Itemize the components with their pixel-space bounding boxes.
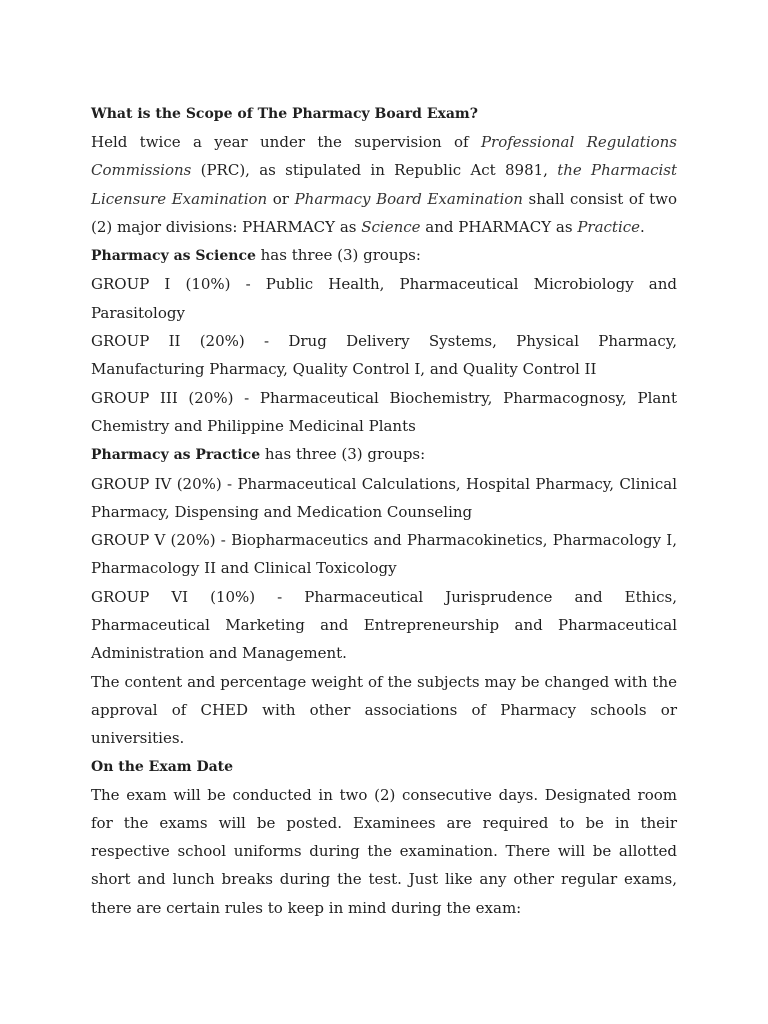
practice-label: Pharmacy as Practice <box>91 447 261 464</box>
intro-emphasis-prc: Professional Regulations Commissions <box>91 133 678 180</box>
intro-emphasis-board-exam: Pharmacy Board Examination <box>294 189 523 208</box>
document-body <box>91 100 677 922</box>
page-title: What is the Scope of The Pharmacy Board Exam? <box>91 106 478 122</box>
intro-emphasis-practice: Practice <box>577 217 641 236</box>
intro-text-6: . <box>640 217 645 236</box>
science-groups-lead <box>91 241 677 270</box>
group-item: GROUP I (10%) - Public Health, Pharmaceutical Microbiology and Parasitology <box>91 275 677 322</box>
group-item: GROUP V (20%) - Biopharmaceutics and Pharmacokinetics, Pharmacology I, Pharmacology II and Clinical Toxicology <box>91 531 677 578</box>
science-label: Pharmacy as Science <box>91 248 256 265</box>
group-item: GROUP II (20%) - Drug Delivery Systems, Physical Pharmacy, Manufacturing Pharmacy, Quality Control I, and Quality Control II <box>91 332 677 379</box>
intro-text-3: or <box>267 189 295 208</box>
intro-paragraph <box>91 128 677 241</box>
group-item: GROUP III (20%) - Pharmaceutical Biochemistry, Pharmacognosy, Plant Chemistry and Philippine Medicinal Plants <box>91 388 677 435</box>
practice-groups-lead <box>91 440 677 469</box>
intro-emphasis-science: Science <box>361 217 421 236</box>
exam-date-paragraph: The exam will be conducted in two (2) consecutive days. Designated room for the exams will be posted. Examinees are required to be in their respective school uniforms during the examination. There will be allotted short and lunch breaks during the test. Just like any other regular exams, there are certain rules to keep in mind during the exam: <box>91 785 677 917</box>
intro-text-2: (PRC), as stipulated in Republic Act 8981, <box>191 161 558 180</box>
intro-text-4: shall consist of two (2) major divisions: PHARMACY as <box>91 189 677 236</box>
science-lead-text: has three (3) groups: <box>255 246 421 265</box>
group-item: GROUP IV (20%) - Pharmaceutical Calculations, Hospital Pharmacy, Clinical Pharmacy, Dispensing and Medication Counseling <box>91 474 677 521</box>
intro-text-5: and PHARMACY as <box>420 217 578 236</box>
exam-date-heading: On the Exam Date <box>91 758 234 775</box>
intro-emphasis-licensure: the Pharmacist Licensure Examination <box>91 161 677 208</box>
content-note-paragraph: The content and percentage weight of the subjects may be changed with the approval of CHED with other associations of Pharmacy schools or universities. <box>91 672 677 748</box>
intro-text-1: Held twice a year under the supervision of <box>91 133 481 151</box>
practice-lead-text: has three (3) groups: <box>260 445 426 464</box>
group-item: GROUP VI (10%) - Pharmaceutical Jurisprudence and Ethics, Pharmaceutical Marketing and Entrepreneurship and Pharmaceutical Administration and Management. <box>91 587 677 663</box>
